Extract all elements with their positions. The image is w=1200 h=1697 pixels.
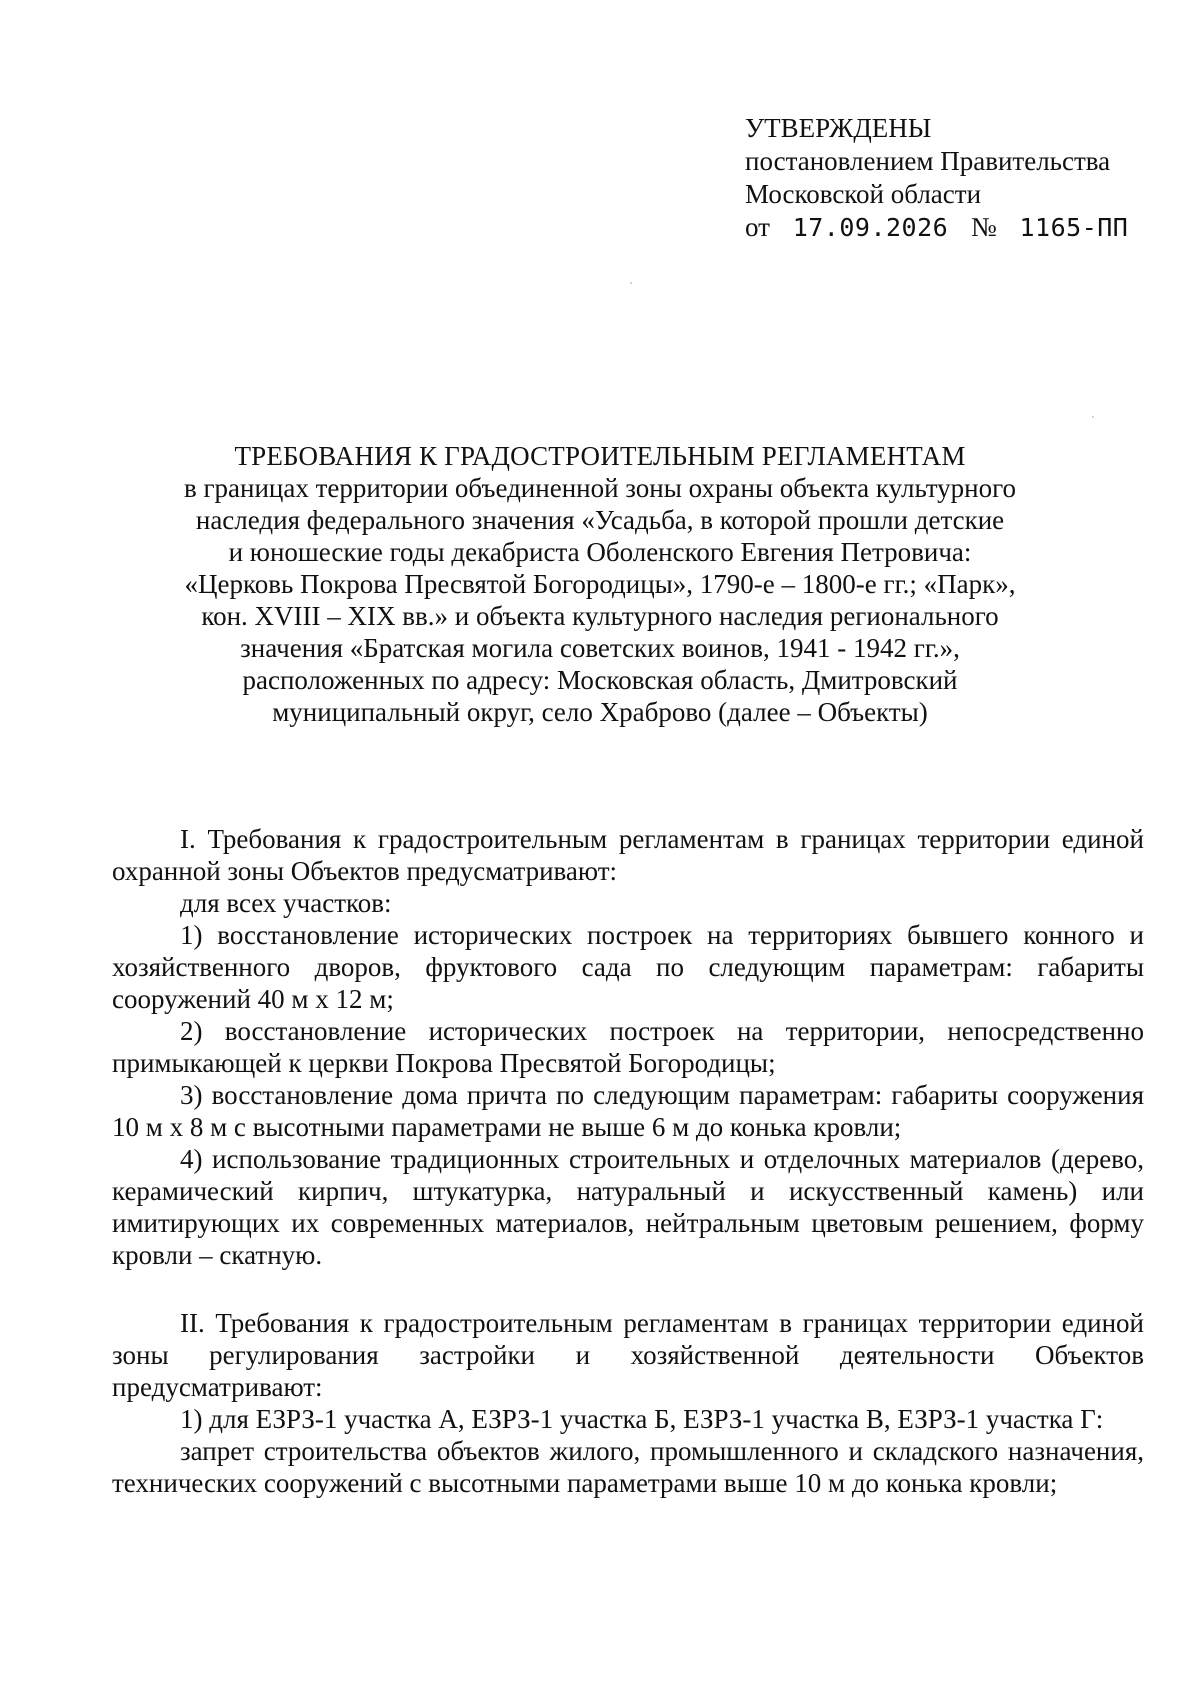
scan-speck	[630, 282, 632, 284]
approval-issuer-line: постановлением Правительства	[745, 146, 1111, 176]
approval-date-number-line	[745, 211, 1165, 244]
section-1-scope: для всех участков:	[180, 888, 392, 918]
approval-date: 17.09.2026	[792, 213, 949, 242]
section-2-intro: II. Требования к градостроительным регламентам в границах территории единой зоны регулирования застройки и хозяйственной деятельности Объектов предусматривают:	[112, 1308, 1144, 1402]
document-body	[112, 823, 1144, 1499]
section-2-item-1: 1) для ЕЗРЗ-1 участка А, ЕЗРЗ-1 участка Б, ЕЗРЗ-1 участка В, ЕЗРЗ-1 участка Г:	[180, 1404, 1104, 1434]
document-title	[150, 440, 1050, 728]
section-1-item-2: 2) восстановление исторических построек на территории, непосредственно примыкающей к церкви Покрова Пресвятой Богородицы;	[112, 1016, 1144, 1078]
section-1-item-3: 3) восстановление дома причта по следующим параметрам: габариты сооружения 10 м х 8 м с высотными параметрами не выше 6 м до конька кровли;	[112, 1080, 1144, 1142]
section-1-item-1: 1) восстановление исторических построек на территориях бывшего конного и хозяйственного дворов, фруктового сада по следующим параметрам: габариты сооружений 40 м х 12 м;	[112, 920, 1144, 1014]
section-2-item-1-text: запрет строительства объектов жилого, промышленного и складского назначения, технических сооружений с высотными параметрами выше 10 м до конька кровли;	[112, 1436, 1144, 1498]
title-line: «Церковь Покрова Пресвятой Богородицы», 1790-е – 1800-е гг.; «Парк»,	[184, 569, 1016, 599]
title-line: муниципальный округ, село Храброво (далее – Объекты)	[272, 697, 928, 727]
title-line: кон. XVIII – XIX вв.» и объекта культурного наследия регионального	[201, 601, 999, 631]
title-line: и юношеские годы декабриста Оболенского Евгения Петровича:	[228, 537, 972, 567]
title-heading: ТРЕБОВАНИЯ К ГРАДОСТРОИТЕЛЬНЫМ РЕГЛАМЕНТАМ	[234, 441, 966, 471]
section-1-intro: I. Требования к градостроительным регламентам в границах территории единой охранной зоны Объектов предусматривают:	[112, 824, 1144, 886]
approval-number-sign: №	[970, 212, 997, 242]
scan-speck	[1092, 416, 1094, 418]
approval-from-label: от	[745, 212, 770, 242]
section-1-item-4: 4) использование традиционных строительных и отделочных материалов (дерево, керамический кирпич, штукатурка, натуральный и искусственный камень) или имитирующих их современных материалов, нейтральным цветовым решением, форму кровли – скатную.	[112, 1144, 1144, 1270]
title-line: расположенных по адресу: Московская область, Дмитровский	[242, 665, 958, 695]
approval-title: УТВЕРЖДЕНЫ	[745, 113, 932, 143]
title-line: значения «Братская могила советских воинов, 1941 - 1942 гг.»,	[240, 633, 960, 663]
title-line: в границах территории объединенной зоны охраны объекта культурного	[183, 473, 1017, 503]
approval-number: 1165-ПП	[1019, 213, 1129, 242]
approval-region-line: Московской области	[745, 179, 982, 209]
title-line: наследия федерального значения «Усадьба, в которой прошли детские	[195, 505, 1005, 535]
approval-block	[745, 112, 1165, 244]
